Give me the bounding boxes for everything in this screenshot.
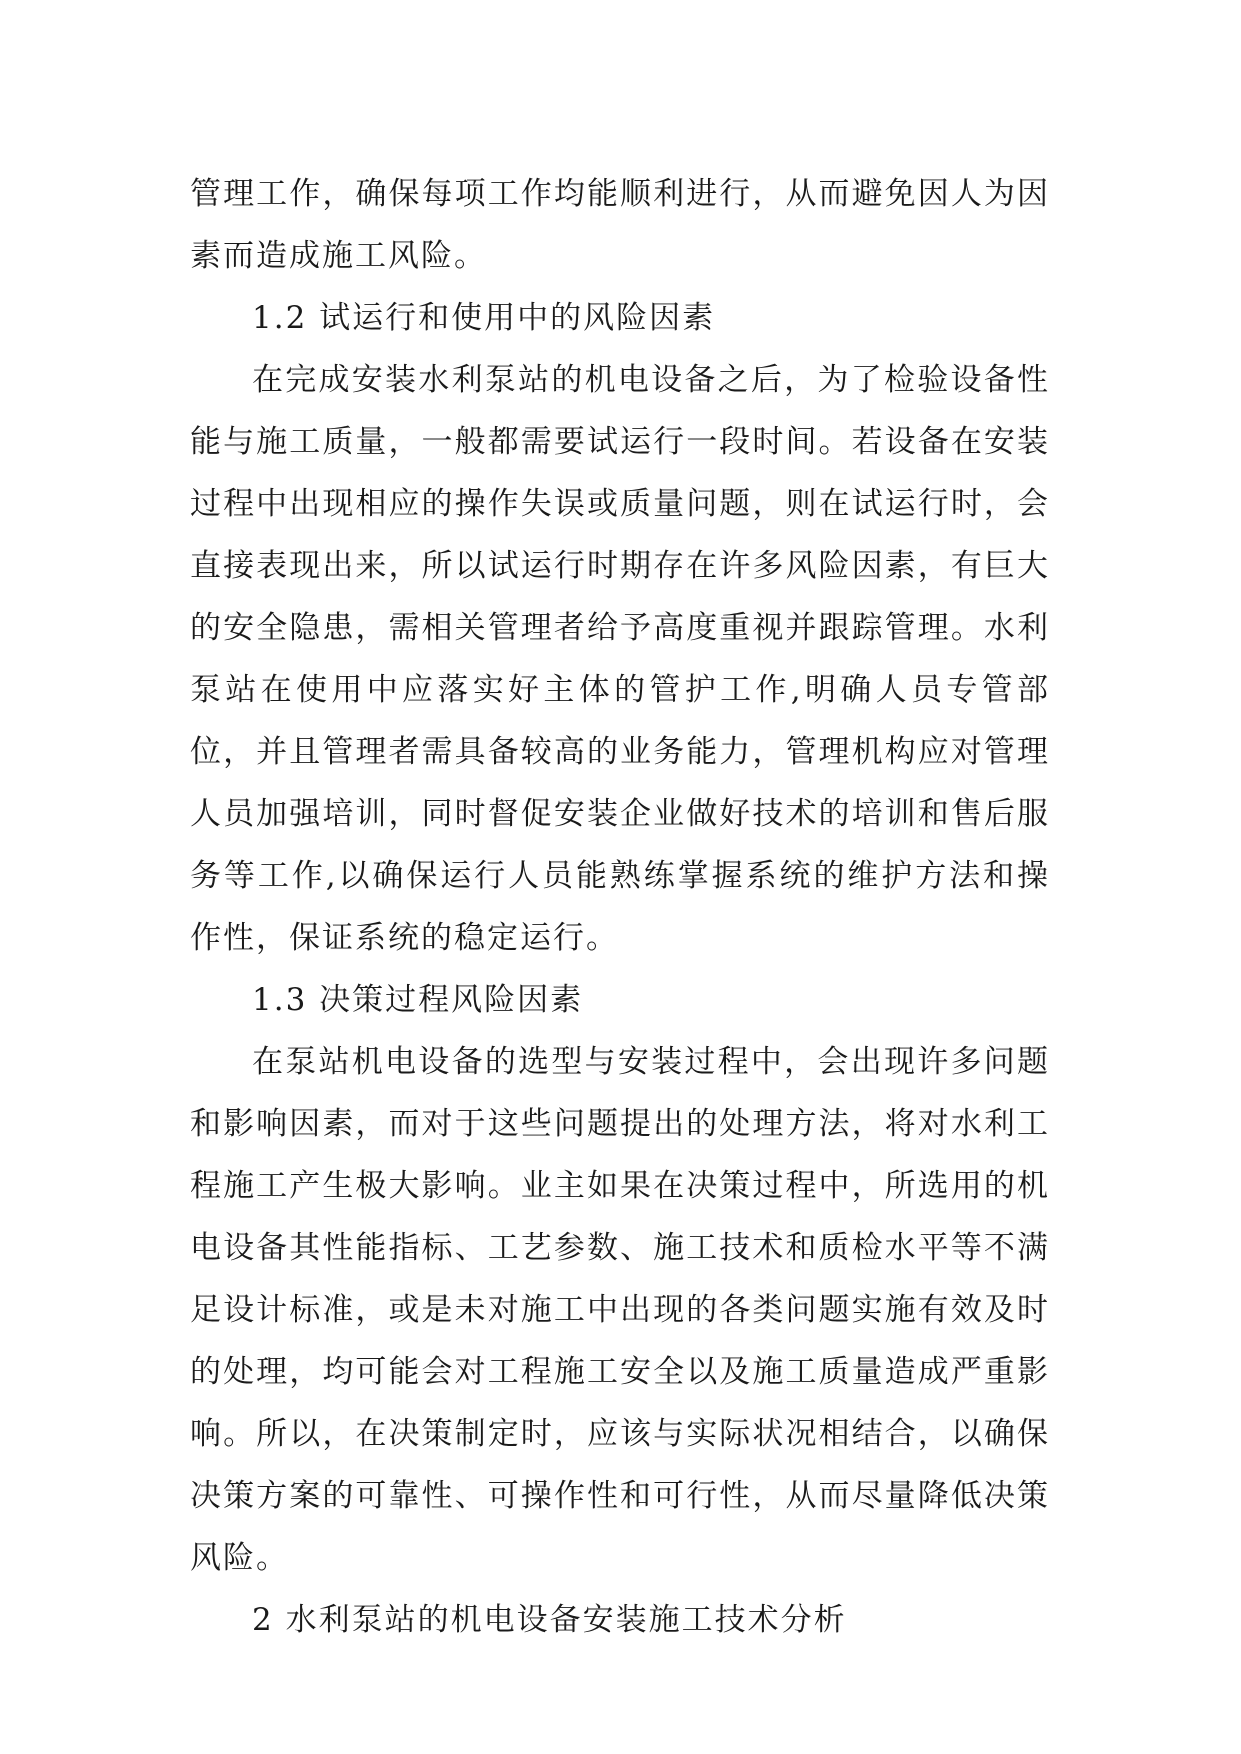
section-heading-1-3: 1.3 决策过程风险因素 [252, 982, 584, 1018]
paragraph-decision-risk: 在泵站机电设备的选型与安装过程中，会出现许多问题和影响因素，而对于这些问题提出的处理方法，将对水利工程施工产生极大影响。业主如果在决策过程中，所选用的机电设备其性能指标、工艺参数、施工技术和质检水平等不满足设计标准，或是未对施工中出现的各类问题实施有效及时的处理，均可能会对工程施工安全以及施工质量造成严重影响。所以，在决策制定时，应该与实际状况相结合，以确保决策方案的可靠性、可操作性和可行性，从而尽量降低决策风险。 [190, 1044, 1050, 1576]
section-heading-2: 2 水利泵站的机电设备安装施工技术分析 [252, 1602, 847, 1638]
document-body [190, 163, 1050, 1651]
paragraph-trial-operation: 在完成安装水利泵站的机电设备之后，为了检验设备性能与施工质量，一般都需要试运行一段时间。若设备在安装过程中出现相应的操作失误或质量问题，则在试运行时，会直接表现出来，所以试运行时期存在许多风险因素，有巨大的安全隐患，需相关管理者给予高度重视并跟踪管理。水利泵站在使用中应落实好主体的管护工作,明确人员专管部位，并且管理者需具备较高的业务能力，管理机构应对管理人员加强培训，同时督促安装企业做好技术的培训和售后服务等工作,以确保运行人员能熟练掌握系统的维护方法和操作性，保证系统的稳定运行。 [190, 362, 1050, 956]
paragraph-continuation: 管理工作，确保每项工作均能顺利进行，从而避免因人为因素而造成施工风险。 [190, 176, 1050, 274]
section-heading-1-2: 1.2 试运行和使用中的风险因素 [252, 300, 716, 336]
